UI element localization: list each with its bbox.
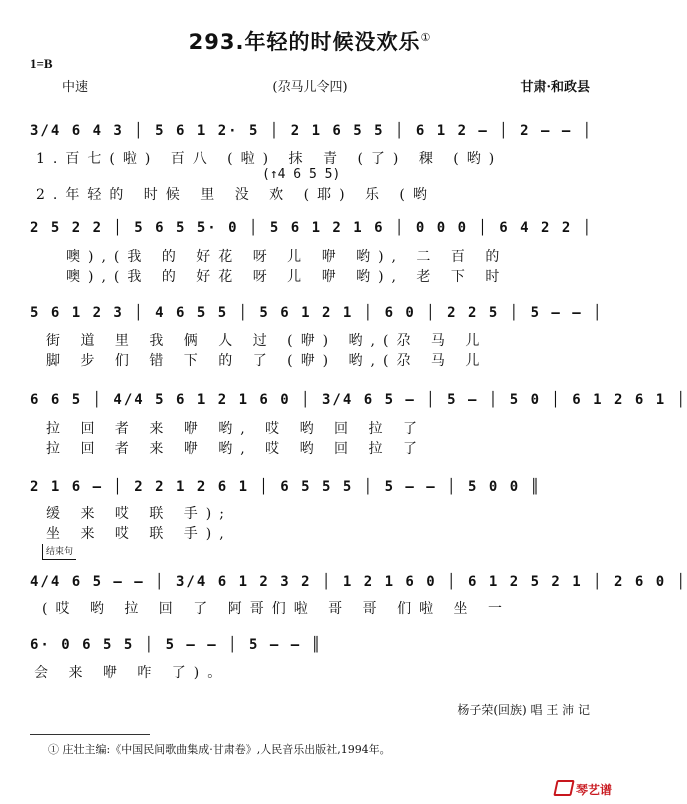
alt-notes: (↑4 6 5 5): [262, 167, 341, 182]
lyric-line-1a: 1.百七(啦) 百八 (啦) 抹 青 (了) 稞 (哟): [36, 151, 503, 167]
lyric-line-5a: 缓 来 哎 联 手);: [46, 506, 232, 522]
tune-name: (尕马儿令四): [272, 80, 348, 95]
lyric-line-4a: 拉 回 者 来 咿 哟, 哎 哟 回 拉 了: [46, 421, 425, 437]
performer-credit: 杨子荣(回族) 唱 王 沛 记: [457, 703, 590, 717]
site-logo: 琴艺谱: [555, 780, 612, 798]
lyric-line-2a: 噢),(我 的 好花 呀 儿 咿 哟), 二 百 的: [66, 249, 508, 265]
notation-line-3: 5 6 1 2 3 │ 4 6 5 5 │ 5 6 1 2 1 │ 6 0 │ 2 2 5 │ 5 – – │: [30, 305, 604, 321]
logo-icon: [553, 780, 574, 796]
notation-line-7: 6· 0 6 5 5 │ 5 – – │ 5 – – ║: [30, 637, 323, 653]
lyric-line-6: (哎 哟 拉 回 了 阿哥们啦 哥 哥 们啦 坐 一: [42, 601, 510, 617]
lyric-line-3b: 脚 步 们 错 下 的 了 (咿) 哟,(尕 马 儿: [46, 353, 488, 369]
lyric-line-4b: 拉 回 者 来 咿 哟, 哎 哟 回 拉 了: [46, 441, 425, 457]
key-signature: 1=B: [30, 56, 53, 71]
notation-line-6: 4/4 6 5 – – │ 3/4 6 1 2 3 2 │ 1 2 1 6 0 │ 6 1 2 5 2 1 │ 2 6 0 │: [30, 574, 687, 590]
notation-line-1: 3/4 6 4 3 │ 5 6 1 2· 5 │ 2 1 6 5 5 │ 6 1 2 – │ 2 – – │: [30, 123, 594, 139]
lyric-line-1b: 2.年轻的 时候 里 没 欢 (耶) 乐 (哟: [36, 187, 435, 203]
song-title: 293.年轻的时候没欢乐①: [188, 30, 432, 54]
lyric-line-2b: 噢),(我 的 好花 呀 儿 咿 哟), 老 下 时: [66, 269, 508, 285]
tempo-marking: 中速: [62, 80, 89, 95]
footnote: ① 庄壮主编:《中国民间歌曲集成·甘肃卷》,人民音乐出版社,1994年。: [48, 743, 391, 756]
lyric-line-7: 会 来 咿 咋 了)。: [34, 665, 230, 681]
notation-line-2: 2 5 2 2 │ 5 6 5 5· 0 │ 5 6 1 2 1 6 │ 0 0 0 │ 6 4 2 2 │: [30, 220, 594, 236]
notation-line-5: 2 1 6 – │ 2 2 1 2 6 1 │ 6 5 5 5 │ 5 – – │ 5 0 0 ║: [30, 479, 542, 495]
ending-phrase-mark: 结束句: [42, 544, 76, 560]
region-label: 甘肃·和政县: [520, 80, 590, 95]
lyric-line-3a: 街 道 里 我 俩 人 过 (咿) 哟,(尕 马 儿: [46, 333, 488, 349]
footnote-divider: [30, 734, 150, 735]
notation-line-4: 6 6 5 │ 4/4 5 6 1 2 1 6 0 │ 3/4 6 5 – │ 5 – │ 5 0 │ 6 1 2 6 1 │: [30, 392, 687, 408]
lyric-line-5b: 坐 来 哎 联 手),: [46, 526, 232, 542]
